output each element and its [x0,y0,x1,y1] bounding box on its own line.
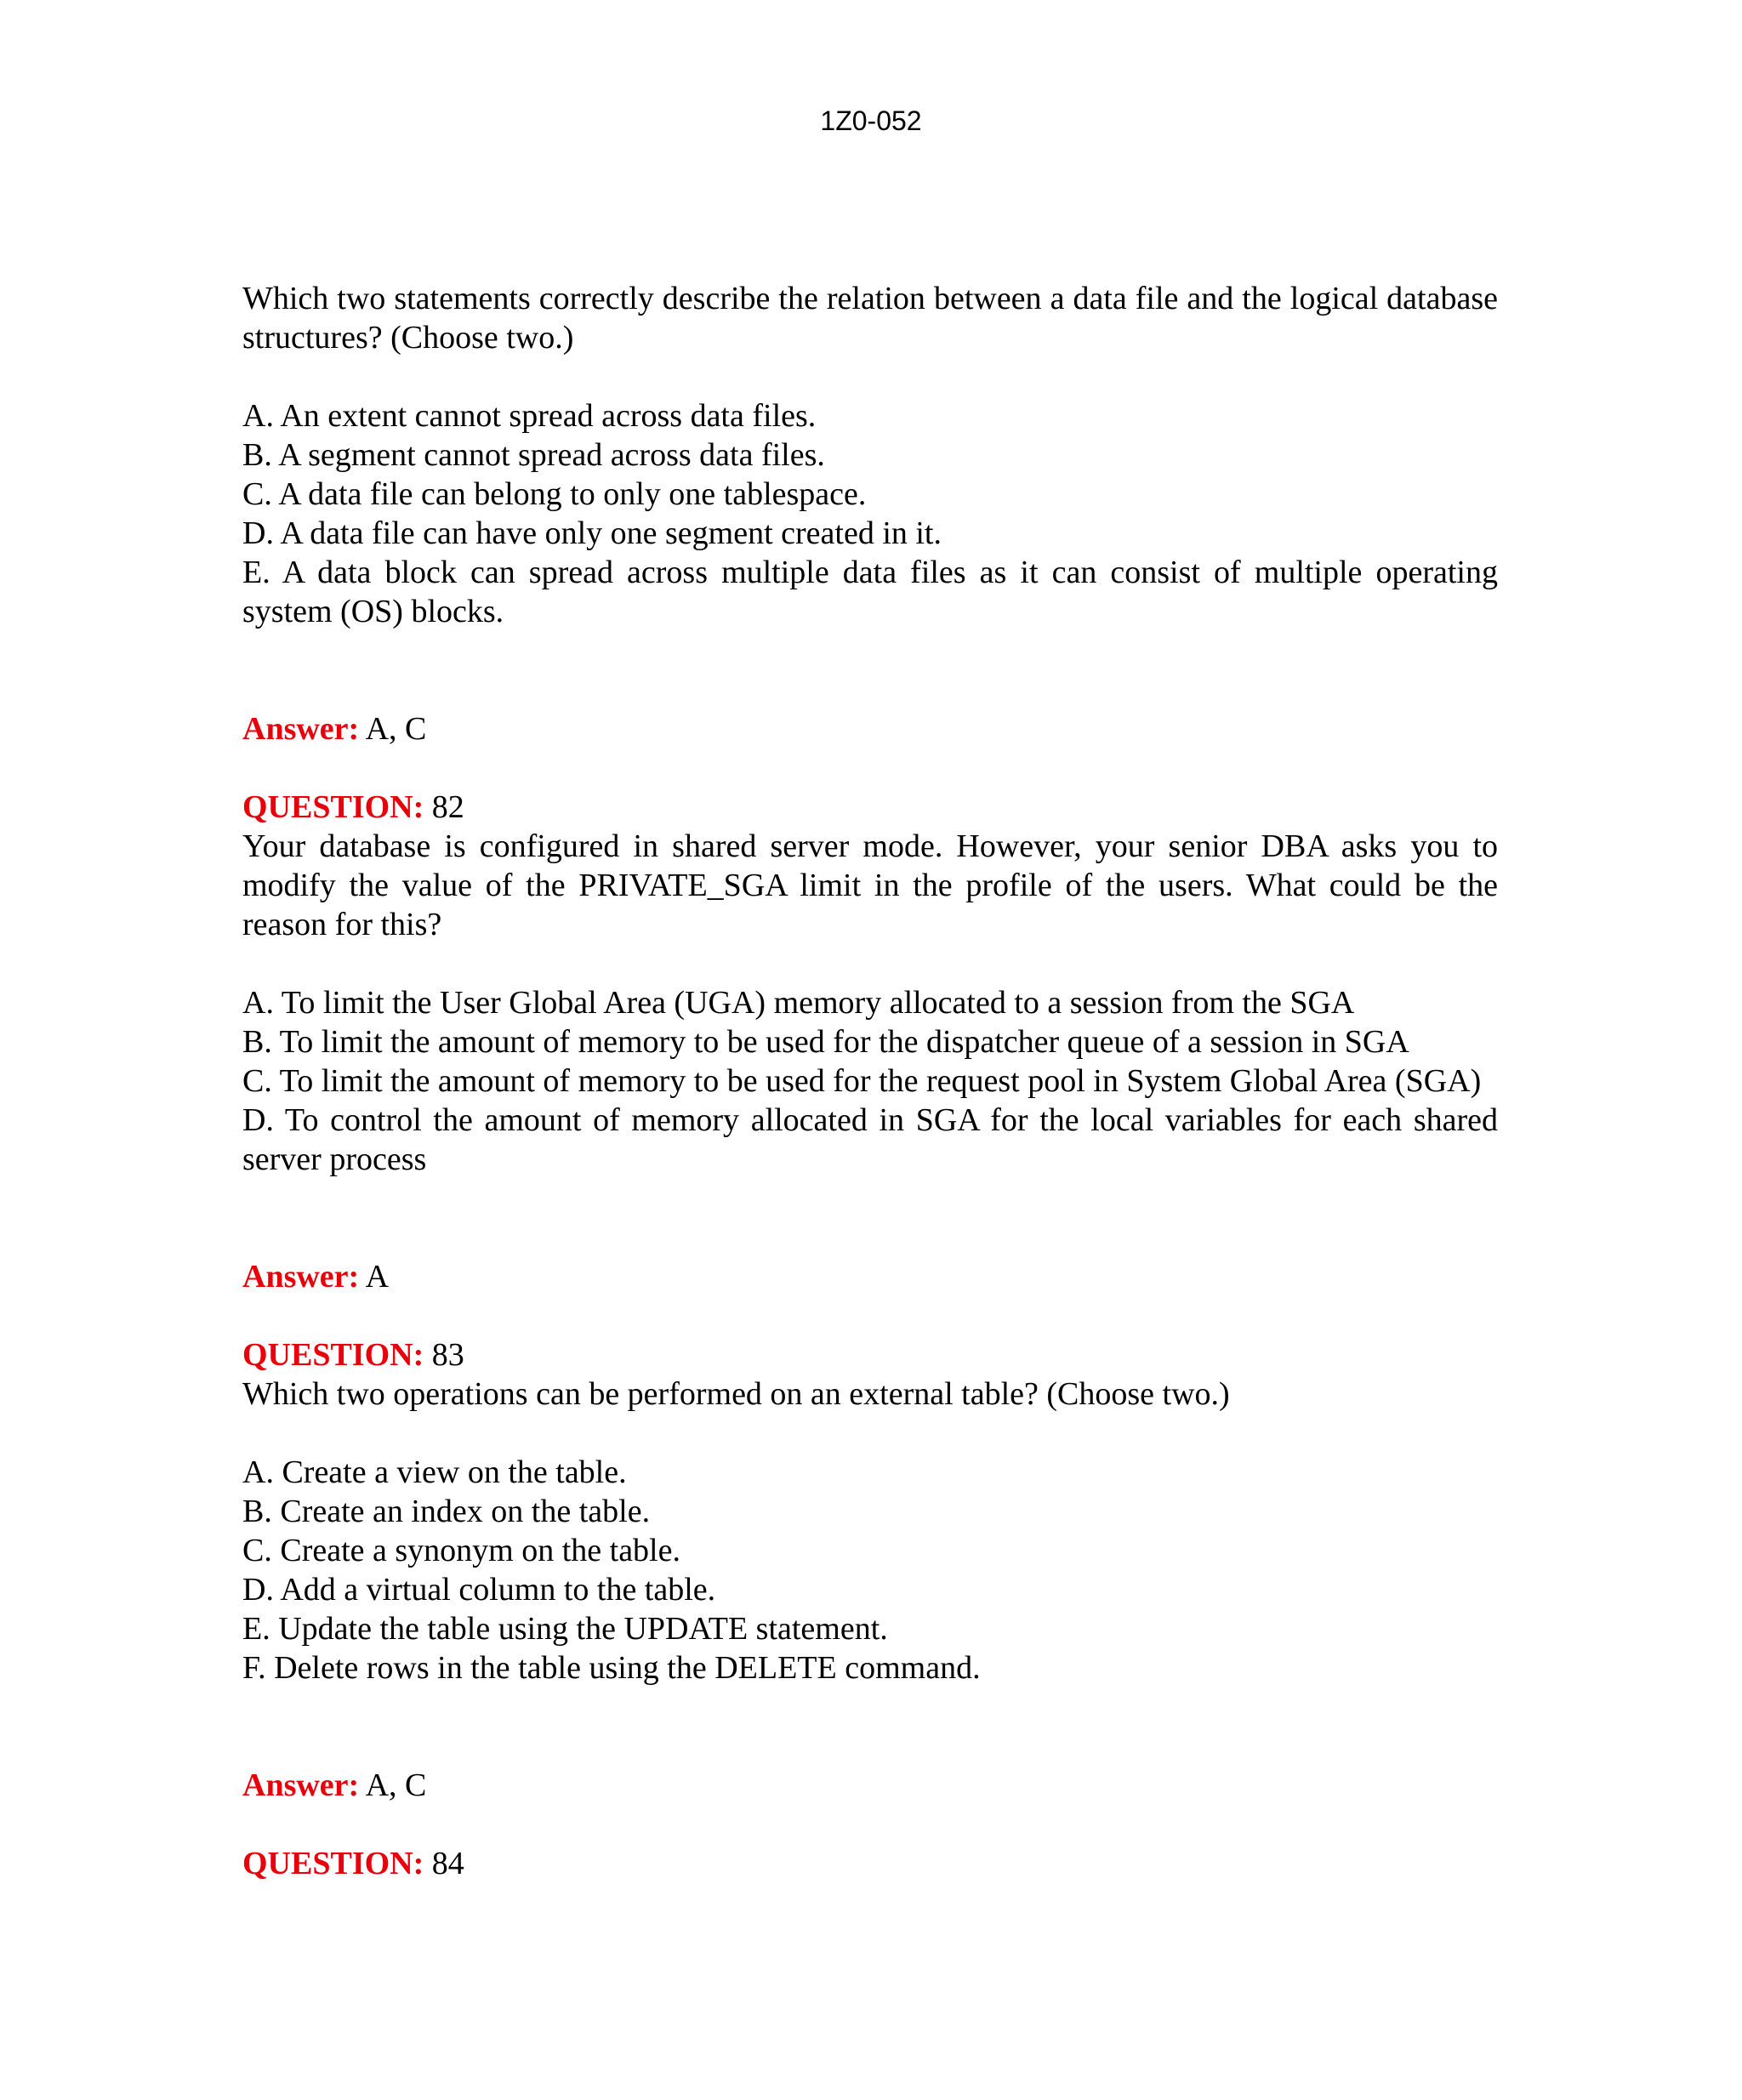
page-content [242,279,1498,1883]
q82-heading [242,788,1498,827]
q83-option-b: B. Create an index on the table. [242,1494,651,1529]
answer-value: A, C [359,711,427,747]
q82-stem: Your database is configured in shared server mode. However, your senior DBA asks you to modify the value of the PRIVATE_SGA limit in the profile of the users. What could be the reason for this? [242,828,1498,942]
q84-heading [242,1844,1498,1883]
answer-label: Answer: [242,1259,360,1295]
question-label: QUESTION: [242,1337,424,1373]
q83-options [242,1453,1498,1687]
q82-options [242,983,1498,1179]
q81-option-c: C. A data file can belong to only one tablespace. [242,476,867,512]
answer-value: A [359,1259,390,1295]
q83-option-d: D. Add a virtual column to the table. [242,1572,716,1608]
q83-option-e: E. Update the table using the UPDATE statement. [242,1611,888,1647]
q82-option-b: B. To limit the amount of memory to be used for the dispatcher queue of a session in SGA [242,1024,1409,1060]
q81-answer [242,709,1498,748]
q81-option-b: B. A segment cannot spread across data files. [242,437,825,473]
question-number: 84 [424,1846,464,1881]
q82-answer [242,1257,1498,1296]
q83-answer [242,1766,1498,1805]
question-label: QUESTION: [242,1846,424,1881]
q81-option-a: A. An extent cannot spread across data files. [242,398,817,434]
answer-value: A, C [359,1767,427,1803]
q82-option-c: C. To limit the amount of memory to be used for the request pool in System Global Area (SGA) [242,1063,1482,1099]
question-number: 82 [424,789,464,825]
q81-option-d: D. A data file can have only one segment created in it. [242,515,942,551]
q81-options [242,396,1498,631]
q82-option-a: A. To limit the User Global Area (UGA) memory allocated to a session from the SGA [242,985,1355,1021]
page-header: 1Z0-052 [820,105,922,136]
q81-stem: Which two statements correctly describe the relation between a data file and the logical database structures? (Choose two.) [242,281,1498,356]
q83-option-c: C. Create a synonym on the table. [242,1533,680,1568]
q83-stem: Which two operations can be performed on an external table? (Choose two.) [242,1376,1230,1412]
q83-option-f: F. Delete rows in the table using the DELETE command. [242,1650,981,1686]
question-number: 83 [424,1337,464,1373]
answer-label: Answer: [242,1767,360,1803]
q83-heading [242,1335,1498,1374]
answer-label: Answer: [242,711,360,747]
q82-option-d: D. To control the amount of memory allocated in SGA for the local variables for each shared server process [242,1102,1498,1177]
q81-option-e: E. A data block can spread across multiple data files as it can consist of multiple operating system (OS) blocks. [242,555,1498,629]
question-label: QUESTION: [242,789,424,825]
q83-option-a: A. Create a view on the table. [242,1454,627,1490]
